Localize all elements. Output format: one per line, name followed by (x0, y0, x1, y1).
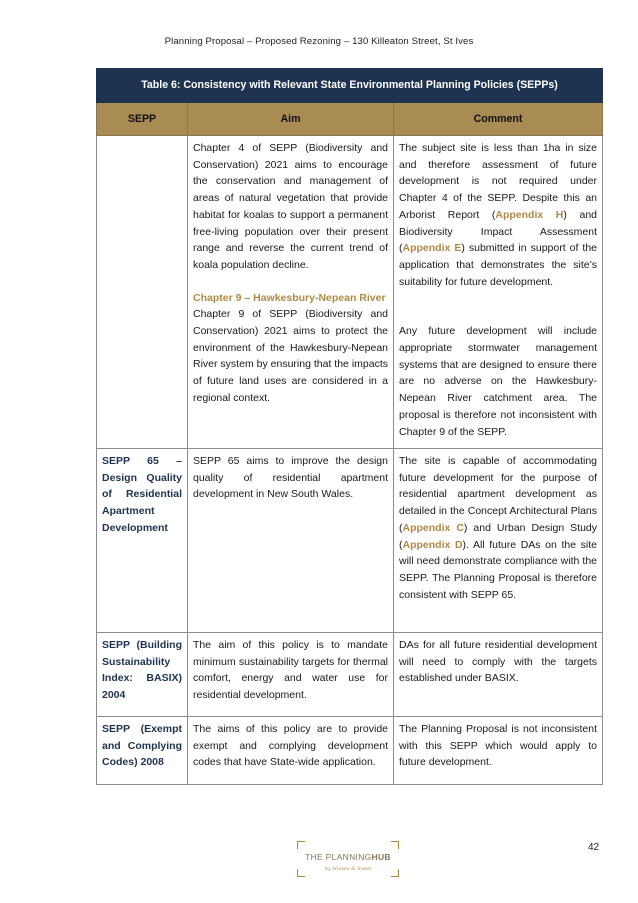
comment-text-chapter9: Any future development will include appropriate stormwater management systems that are designed to ensure there are no adverse on the Hawkesbury-Nepean River catchment area. The proposal is therefore not inconsistent with Chapter 9 of the SEPP. (399, 325, 598, 438)
sepp-cell (97, 136, 188, 449)
table-row (97, 633, 603, 717)
table-title: Table 6: Consistency with Relevant State Environmental Planning Policies (SEPPs) (97, 69, 603, 103)
comment-text: ) and Urban Design Study ( (399, 521, 597, 551)
column-header-sepp: SEPP (97, 103, 188, 136)
appendix-c-reference: Appendix C (402, 521, 464, 534)
comment-text: ) and Biodiversity Impact Assessment ( (399, 208, 598, 255)
sepp-cell: SEPP (Building Sustainability Index: BASIX) 2004 (97, 633, 188, 717)
appendix-e-reference: Appendix E (402, 242, 462, 255)
aim-cell: SEPP 65 aims to improve the design quality of residential apartment development in New South Wales. (188, 449, 394, 633)
comment-cell: The Planning Proposal is not inconsistent with this SEPP which would apply to future development. (394, 717, 603, 785)
spacer (399, 290, 597, 323)
chapter9-heading: Chapter 9 – Hawkesbury-Nepean River (193, 291, 386, 304)
comment-text: The site is capable of accommodating future development for the purpose of residential apartment development as detailed in the Concept Architectural Plans ( (399, 455, 598, 534)
planning-hub-logo (297, 841, 399, 877)
comment-cell (394, 449, 603, 633)
comment-text: ) submitted in support of the application that demonstrates the site’s suitability for future development. (399, 242, 598, 288)
aim-text-chapter9: Chapter 9 of SEPP (Biodiversity and Conservation) 2021 aims to protect the environment of the Hawkesbury-Nepean River system by ensuring that the impacts of future land uses are considered in a regional context. (193, 308, 388, 404)
comment-cell (394, 136, 603, 449)
logo-wordmark (297, 852, 399, 862)
logo-corner-bracket-icon (391, 841, 399, 849)
table-row (97, 717, 603, 785)
sepp-cell: SEPP (Exempt and Complying Codes) 2008 (97, 717, 188, 785)
comment-cell: DAs for all future residential development will need to comply with the targets established under BASIX. (394, 633, 603, 717)
page-number: 42 (588, 842, 600, 853)
aim-cell: The aims of this policy are to provide exempt and complying development codes that have State-wide application. (188, 717, 394, 785)
aim-cell (188, 136, 394, 449)
table-row (97, 449, 603, 633)
logo-corner-bracket-icon (297, 841, 305, 849)
sepp-cell: SEPP 65 – Design Quality of Residential Apartment Development (97, 449, 188, 633)
running-header: Planning Proposal – Proposed Rezoning – 130 Killeaton Street, St Ives (164, 36, 474, 47)
logo-wordmark-bold: HUB (371, 852, 391, 862)
aim-text-chapter4: Chapter 4 of SEPP (Biodiversity and Conservation) 2021 aims to encourage the conservation and management of areas of natural vegetation that provide habitat for koalas to support a permanent free-living population over their present range and reverse the current trend of koala population decline. (193, 142, 388, 271)
aim-cell: The aim of this policy is to mandate minimum sustainability targets for thermal comfort, energy and water use for residential development. (188, 633, 394, 717)
logo-wordmark-light: THE PLANNING (305, 852, 372, 862)
table-row (97, 136, 603, 449)
table-title-row (97, 69, 603, 103)
sepp-consistency-table (96, 68, 603, 785)
column-header-aim: Aim (188, 103, 394, 136)
appendix-h-reference: Appendix H (495, 208, 564, 221)
table-column-header-row (97, 103, 603, 136)
appendix-d-reference: Appendix D (402, 538, 463, 551)
comment-text: The subject site is less than 1ha in size and therefore assessment of future development is not required under Chapter 4 of the SEPP. Despite this an Arborist Report ( (399, 142, 598, 221)
column-header-comment: Comment (394, 103, 603, 136)
comment-text: ). All future DAs on the site will need demonstrate compliance with the SEPP. The Planning Proposal is therefore consistent with SEPP 65. (399, 538, 598, 601)
logo-tagline: by Hawes & Swan (324, 866, 372, 872)
